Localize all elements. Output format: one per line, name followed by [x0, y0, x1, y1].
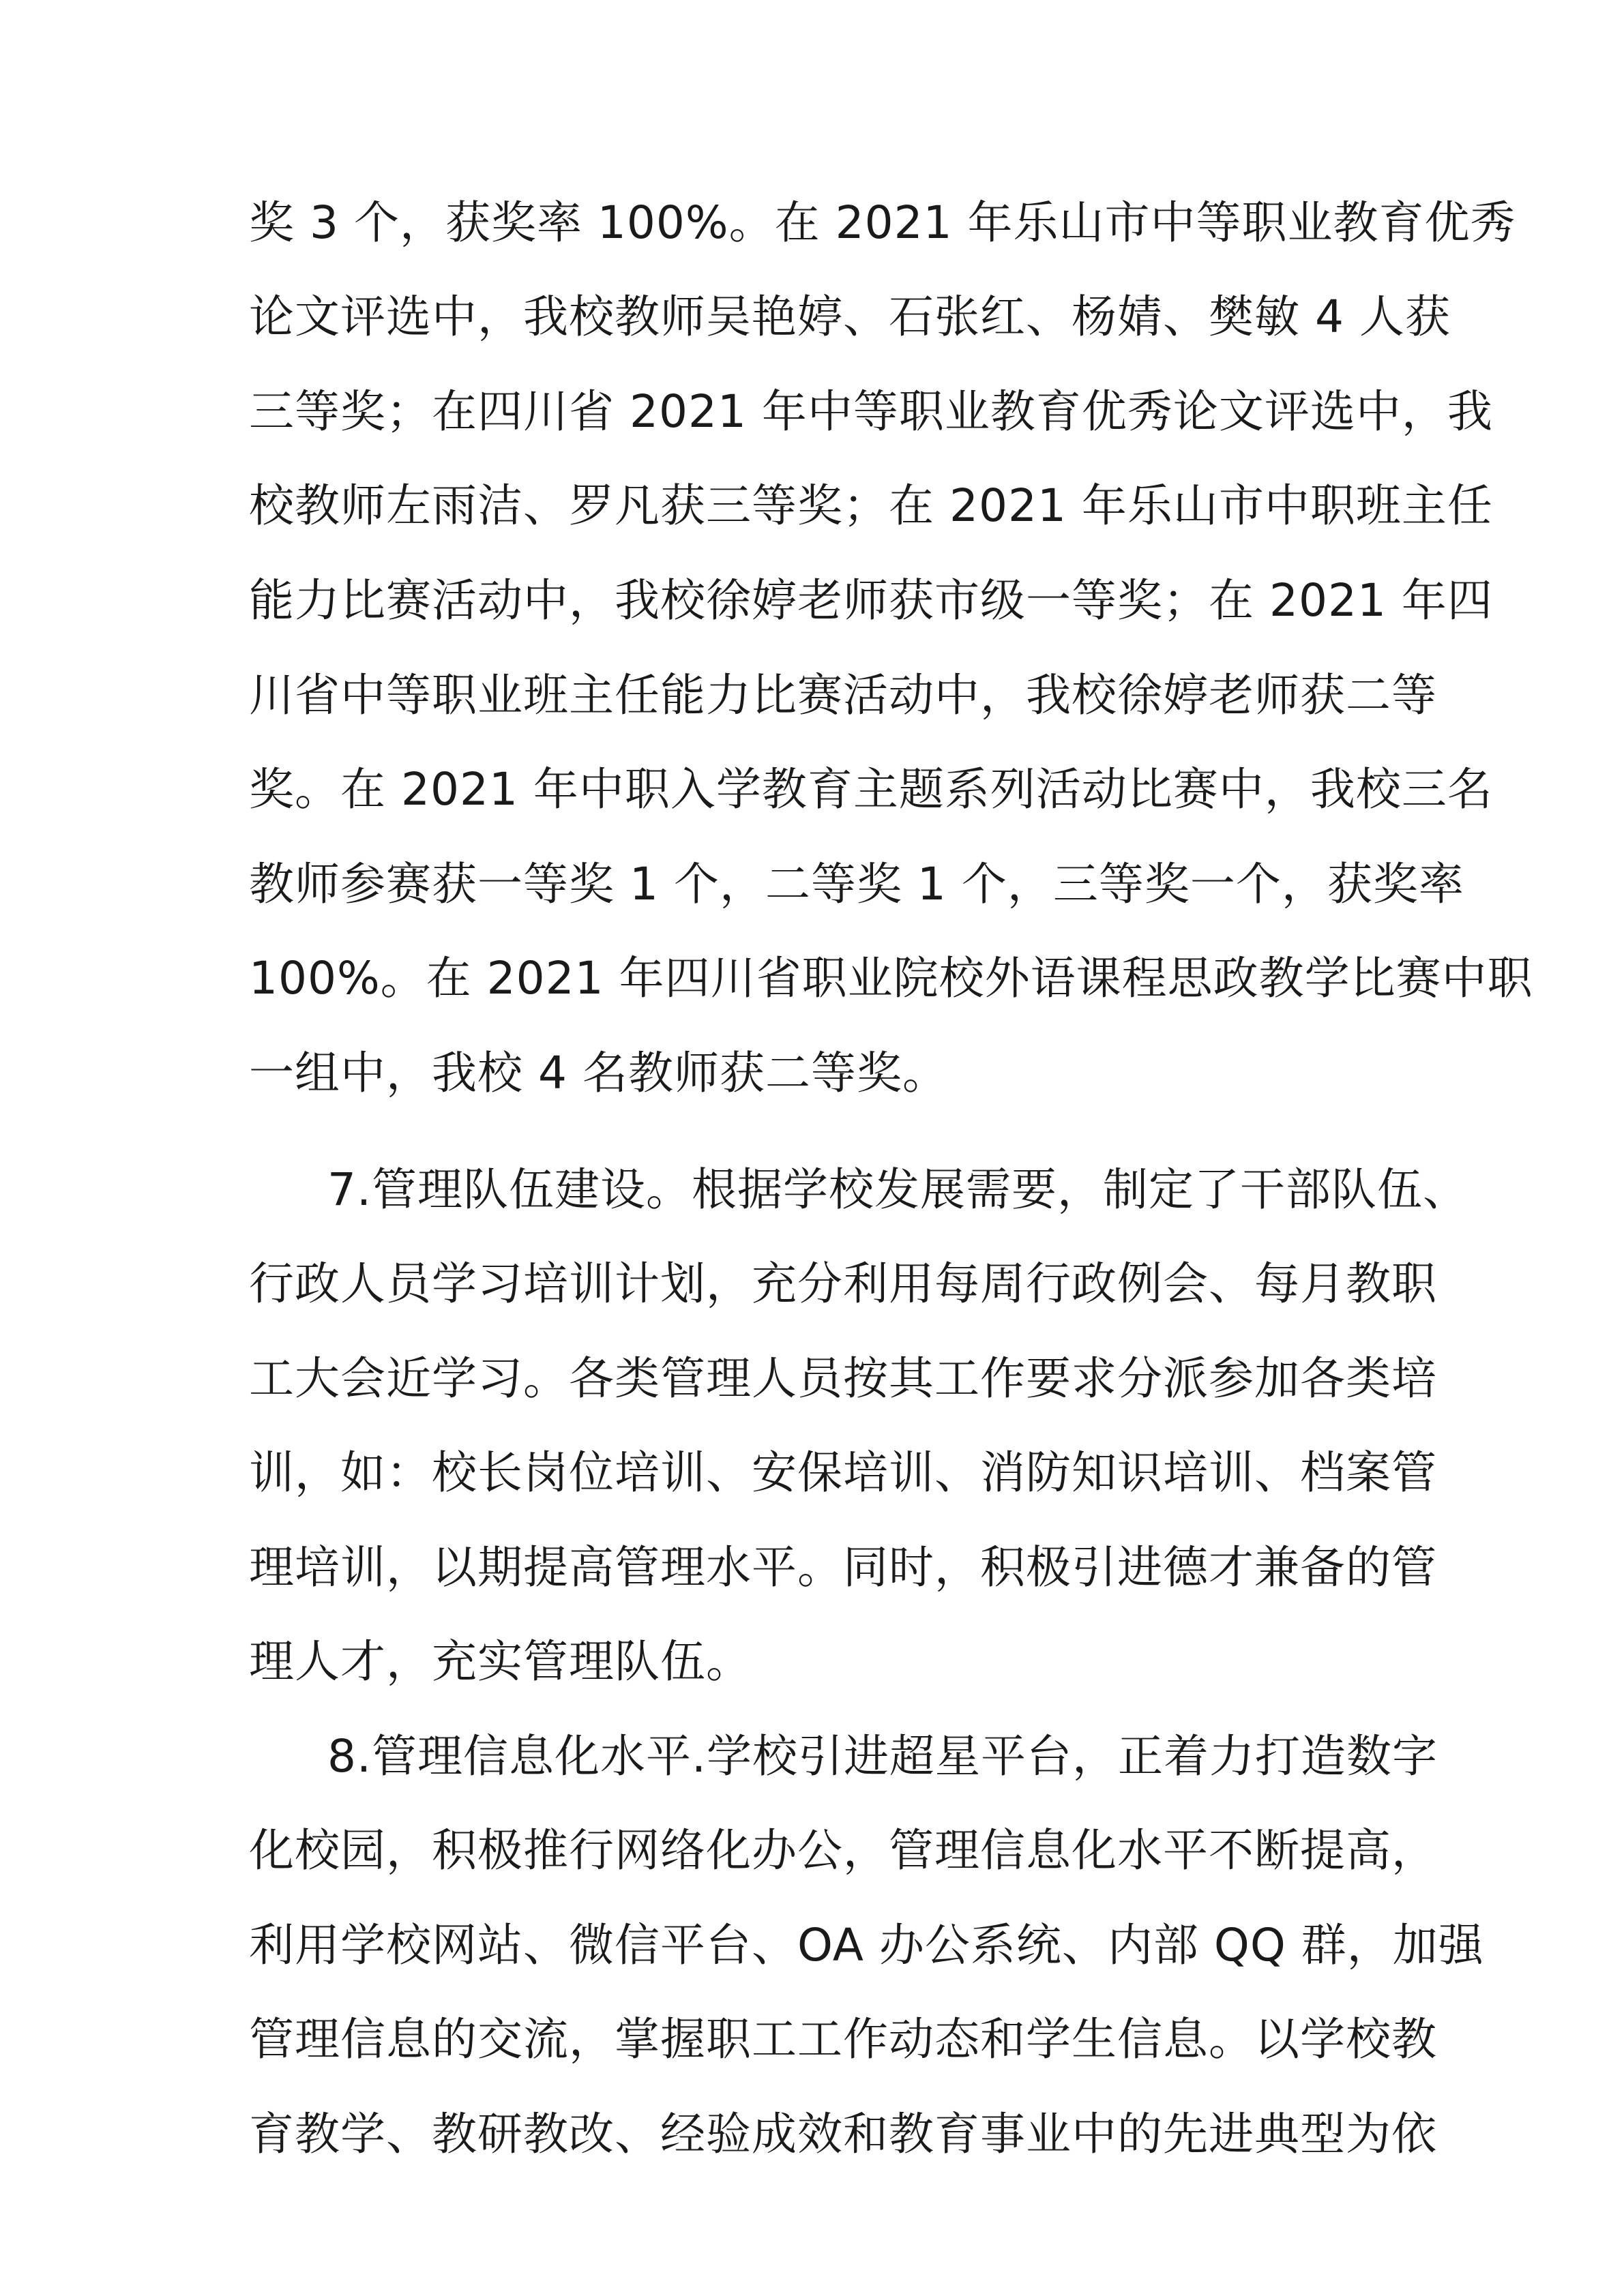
text-line: 川省中等职业班主任能力比赛活动中，我校徐婷老师获二等 [249, 669, 1437, 721]
text-line: 校教师左雨洁、罗凡获三等奖；在 2021 年乐山市中职班主任 [249, 479, 1493, 532]
text-line: 管理信息的交流，掌握职工工作动态和学生信息。以学校教 [249, 2013, 1437, 2066]
text-line: 一组中，我校 4 名教师获二等奖。 [249, 1047, 948, 1099]
text-line: 7.管理队伍建设。根据学校发展需要，制定了干部队伍、 [327, 1163, 1468, 1216]
text-line: 化校园，积极推行网络化办公，管理信息化水平不断提高， [249, 1824, 1437, 1877]
text-line: 奖 3 个，获奖率 100%。在 2021 年乐山市中等职业教育优秀 [249, 196, 1516, 249]
text-line: 理培训，以期提高管理水平。同时，积极引进德才兼备的管 [249, 1541, 1437, 1594]
text-line: 利用学校网站、微信平台、OA 办公系统、内部 QQ 群，加强 [249, 1919, 1484, 1971]
text-line: 100%。在 2021 年四川省职业院校外语课程思政教学比赛中职 [249, 952, 1533, 1004]
text-line: 8.管理信息化水平.学校引进超星平台，正着力打造数字 [327, 1730, 1438, 1783]
text-line: 训，如：校长岗位培训、安保培训、消防知识培训、档案管 [249, 1446, 1437, 1499]
text-line: 行政人员学习培训计划，充分利用每周行政例会、每月教职 [249, 1257, 1437, 1310]
text-line: 奖。在 2021 年中职入学教育主题系列活动比赛中，我校三名 [249, 763, 1493, 816]
text-line: 理人才，充实管理队伍。 [249, 1635, 752, 1688]
text-line: 教师参赛获一等奖 1 个，二等奖 1 个，三等奖一个，获奖率 [249, 858, 1464, 910]
text-line: 三等奖；在四川省 2021 年中等职业教育优秀论文评选中，我 [249, 385, 1493, 438]
text-line: 论文评选中，我校教师吴艳婷、石张红、杨婧、樊敏 4 人获 [249, 290, 1451, 343]
text-line: 工大会近学习。各类管理人员按其工作要求分派参加各类培 [249, 1352, 1437, 1405]
text-line: 能力比赛活动中，我校徐婷老师获市级一等奖；在 2021 年四 [249, 574, 1493, 627]
text-line: 育教学、教研教改、经验成效和教育事业中的先进典型为依 [249, 2108, 1437, 2160]
